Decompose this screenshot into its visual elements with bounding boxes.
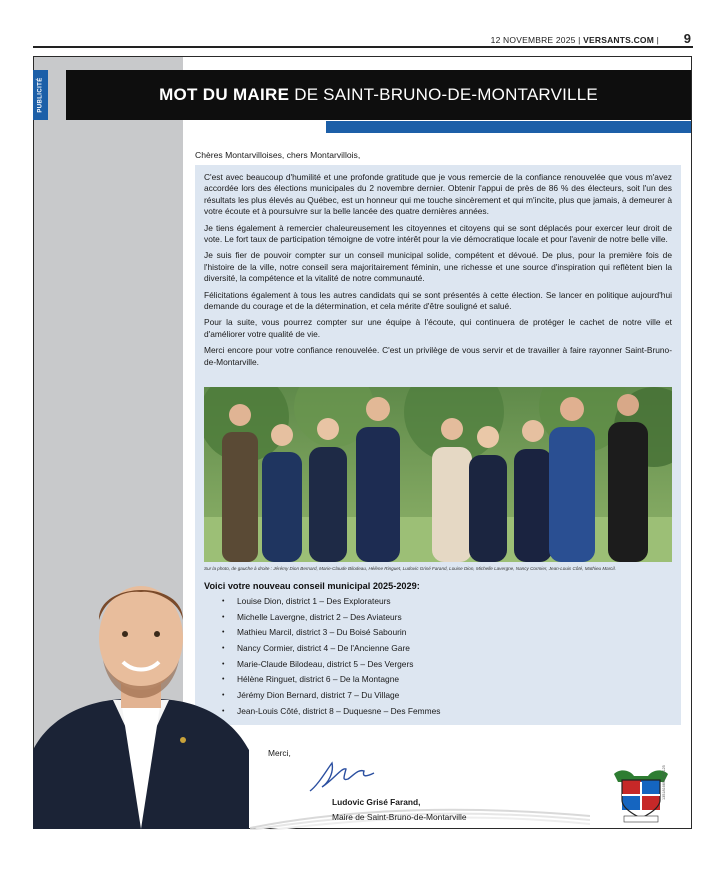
bullet-icon: • <box>222 629 225 637</box>
signature-icon <box>308 757 378 797</box>
bullet-icon: • <box>222 613 225 621</box>
mayor-role: Maire de Saint-Bruno-de-Montarville <box>332 812 467 822</box>
bullet-icon: • <box>222 692 225 700</box>
list-item <box>222 690 440 706</box>
salutation: Chères Montarvilloises, chers Montarvillois, <box>195 150 361 160</box>
site-name[interactable]: VERSANTS.COM <box>583 35 655 45</box>
list-item <box>222 596 440 612</box>
accent-bar <box>326 121 691 133</box>
council-member: Hélène Ringuet, district 6 – De la Montagne <box>237 674 400 685</box>
bullet-icon: • <box>222 645 225 653</box>
bullet-icon: • <box>222 707 225 715</box>
council-list <box>222 596 440 722</box>
council-member: Jérémy Dion Bernard, district 7 – Du Village <box>237 690 400 701</box>
mayor-portrait <box>33 560 249 829</box>
decorative-swoosh <box>250 790 590 830</box>
list-item <box>222 674 440 690</box>
publicite-label: PUBLICITÉ <box>37 77 44 113</box>
header-rule <box>33 46 693 48</box>
title-bar <box>66 70 691 120</box>
header-separator: | <box>578 35 581 45</box>
page-number: 9 <box>683 31 691 46</box>
list-item <box>222 706 440 722</box>
title-bold: MOT DU MAIRE <box>159 85 290 104</box>
closing-merci: Merci, <box>268 748 291 758</box>
photo-caption: Sur la photo, de gauche à droite : Jérémy Dion Bernard, Marie-Claude Bilodeau, Hélène Ringuet, Ludovic Grisé Farand, Louise Dion, Michelle Lavergne, Nancy Cormier, Jean-Louis Côté, Mathieu Marcil. <box>204 566 616 571</box>
header-separator-2: | <box>656 35 659 45</box>
council-member: Marie-Claude Bilodeau, district 5 – Des Vergers <box>237 658 414 669</box>
title-rest: DE SAINT-BRUNO-DE-MONTARVILLE <box>294 85 598 104</box>
council-member: Louise Dion, district 1 – Des Explorateurs <box>237 596 391 606</box>
issue-header <box>491 35 659 45</box>
list-item <box>222 659 440 675</box>
ad-reference-code: 1351816690-271125 <box>662 765 666 800</box>
letter-paragraph: C'est avec beaucoup d'humilité et une profonde gratitude que je vous remercie de la confiance renouvelée que vous m'avez accordée lors des élections municipales du 2 novembre dernier. Obtenir l'appui de près de 86 % des électeurs, soit l'un des résultats les plus élevés au Québec, est un honneur qui me touche sincèrement et qui m'incite, plus que jamais, à demeurer à votre écoute et à poursuivre sur la belle lancée des quatre dernières années. <box>204 172 672 217</box>
list-item <box>222 643 440 659</box>
letter-paragraph: Je suis fier de pouvoir compter sur un conseil municipal solide, compétent et dévoué. De plus, pour la première fois de l'histoire de la ville, notre conseil sera majoritairement féminin, une richesse et une source d'inspiration qui reflètent bien la diversité, la compétence et la vitalité de notre communauté. <box>204 250 672 284</box>
list-item <box>222 612 440 628</box>
letter-paragraph: Félicitations également à tous les autres candidats qui se sont présentés à cette élection. Se lancer en politique aujourd'hui demande du courage et de la détermination, et cela mérite d'être souligné et salué. <box>204 289 672 312</box>
letter-paragraph: Je tiens également à remercier chaleureusement les citoyennes et citoyens qui se sont déplacés pour exercer leur droit de vote. Le fort taux de participation témoigne de votre intérêt pour la vie démocratique locale et pour l'avenir de notre belle ville. <box>204 222 672 245</box>
council-member: Mathieu Marcil, district 3 – Du Boisé Sabourin <box>237 627 407 638</box>
letter-body <box>204 172 672 373</box>
council-member: Nancy Cormier, district 4 – De l'Ancienne Gare <box>237 643 410 654</box>
mayor-name: Ludovic Grisé Farand, <box>332 797 421 807</box>
publicite-tab <box>33 70 48 120</box>
letter-paragraph: Merci encore pour votre confiance renouvelée. C'est un privilège de vous servir et de travailler à faire rayonner Saint-Bruno-de-Montarville. <box>204 345 672 367</box>
bullet-icon: • <box>222 598 225 605</box>
list-item <box>222 627 440 643</box>
letter-paragraph: Pour la suite, vous pourrez compter sur une équipe à l'écoute, qui continuera de protéger le cachet de notre ville et d'améliorer votre qualité de vie. <box>204 317 672 339</box>
issue-date: 12 NOVEMBRE 2025 <box>490 35 576 45</box>
council-member: Michelle Lavergne, district 2 – Des Aviateurs <box>237 611 402 622</box>
council-member: Jean-Louis Côté, district 8 – Duquesne – Des Femmes <box>237 705 441 716</box>
council-title: Voici votre nouveau conseil municipal 2025-2029: <box>204 581 420 591</box>
bullet-icon: • <box>222 676 225 684</box>
council-group-photo <box>204 387 672 562</box>
bullet-icon: • <box>222 660 225 668</box>
